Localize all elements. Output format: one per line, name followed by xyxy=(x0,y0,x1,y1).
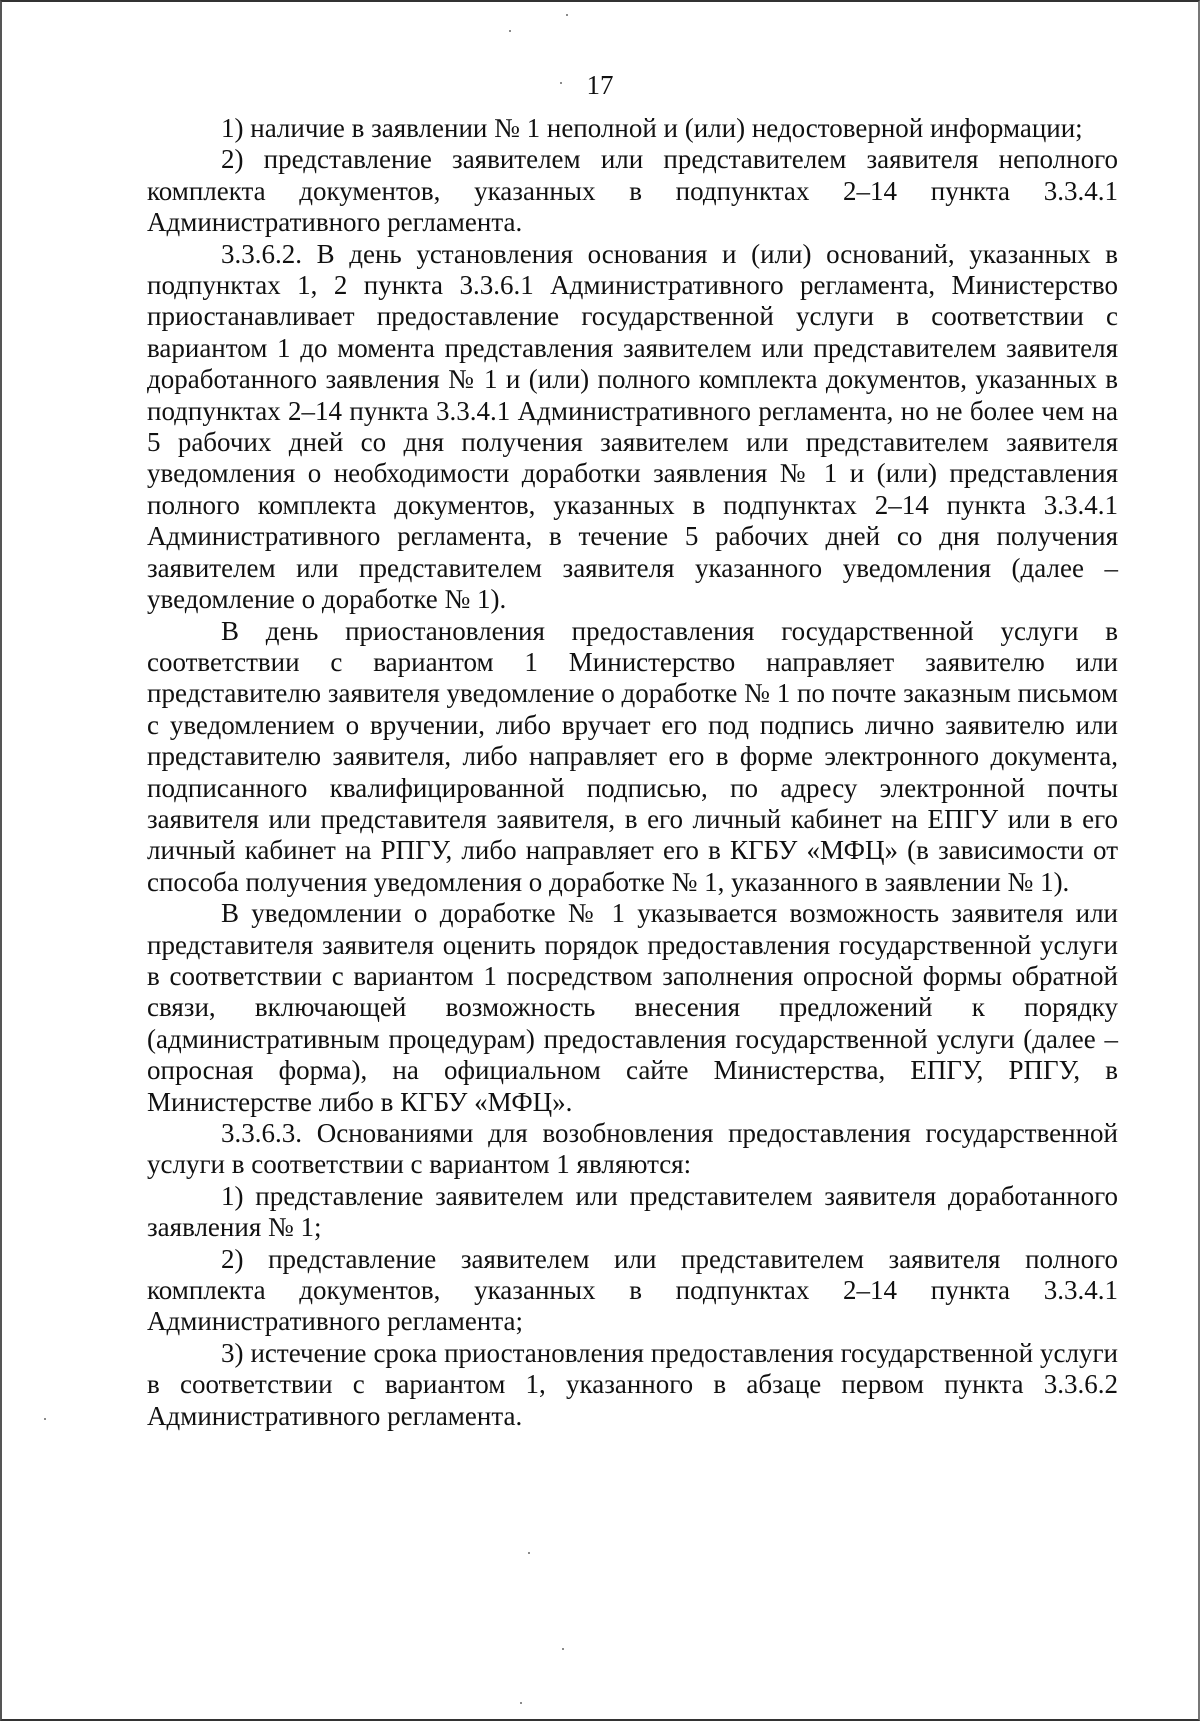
scan-speck xyxy=(560,82,562,84)
paragraph-resumption-item-1: 1) представление заявителем или представителем заявителя доработанного заявления № 1; xyxy=(147,1180,1118,1243)
paragraph-resumption-item-2: 2) представление заявителем или представителем заявителя полного комплекта документов, указанных в подпунктах 2–14 пункта 3.3.4.1 Административного регламента; xyxy=(147,1243,1118,1337)
paragraph-item-1-incomplete-info: 1) наличие в заявлении № 1 неполной и (или) недостоверной информации; xyxy=(221,113,1083,143)
document-body xyxy=(147,113,1118,1432)
scan-speck xyxy=(520,1702,522,1704)
scan-speck xyxy=(44,1418,46,1420)
scan-speck xyxy=(528,1552,530,1554)
scan-speck xyxy=(509,30,511,32)
paragraph-resumption-item-3: 3) истечение срока приостановления предоставления государственной услуги в соответствии с вариантом 1, указанного в абзаце первом пункта 3.3.6.2 Административного регламента. xyxy=(147,1337,1118,1431)
paragraph-3-3-6-2-suspension: 3.3.6.2. В день установления основания и (или) оснований, указанных в подпунктах 1, 2 пункта 3.3.6.1 Административного регламента, Министерство приостанавливает предоставление государственной услуги в соответствии с вариантом 1 до момента представления заявителем или представителем заявителя доработанного заявления № 1 и (или) полного комплекта документов, указанных в подпунктах 2–14 пункта 3.3.4.1 Административного регламента, но не более чем на 5 рабочих дней со дня получения заявителем или представителем заявителя уведомления о необходимости доработки заявления № 1 и (или) представления полного комплекта документов, указанных в подпунктах 2–14 пункта 3.3.4.1 Административного регламента, в течение 5 рабочих дней со дня получения заявителем или представителем заявителя указанного уведомления (далее – уведомление о доработке № 1). xyxy=(147,238,1118,615)
page-number: 17 xyxy=(586,70,614,100)
paragraph-3-3-6-3-resumption: 3.3.6.3. Основаниями для возобновления предоставления государственной услуги в соответствии с вариантом 1 являются: xyxy=(147,1118,1118,1180)
scan-speck xyxy=(562,1648,564,1650)
paragraph-suspension-notice: В день приостановления предоставления государственной услуги в соответствии с вариантом 1 Министерство направляет заявителю или представителю заявителя уведомление о доработке № 1 по почте заказным письмом с уведомлением о вручении, либо вручает его под подпись лично заявителю или представителю заявителя, либо направляет его в форме электронного документа, подписанного квалифицированной подписью, по адресу электронной почты заявителя или представителя заявителя, в его личный кабинет на ЕПГУ или в его личный кабинет на РПГУ, либо направляет его в КГБУ «МФЦ» (в зависимости от способа получения уведомления о доработке № 1, указанного в заявлении № 1). xyxy=(147,615,1118,897)
paragraph-feedback-form: В уведомлении о доработке № 1 указывается возможность заявителя или представителя заявителя оценить порядок предоставления государственной услуги в соответствии с вариантом 1 посредством заполнения опросной формы обратной связи, включающей возможность внесения предложений к порядку (административным процедурам) предоставления государственной услуги (далее – опросная форма), на официальном сайте Министерства, ЕПГУ, РПГУ, в Министерстве либо в КГБУ «МФЦ». xyxy=(147,898,1118,1117)
paragraph-item-2-incomplete-documents: 2) представление заявителем или представителем заявителя неполного комплекта документов, указанных в подпунктах 2–14 пункта 3.3.4.1 Административного регламента. xyxy=(147,144,1118,238)
scan-speck xyxy=(566,14,568,16)
